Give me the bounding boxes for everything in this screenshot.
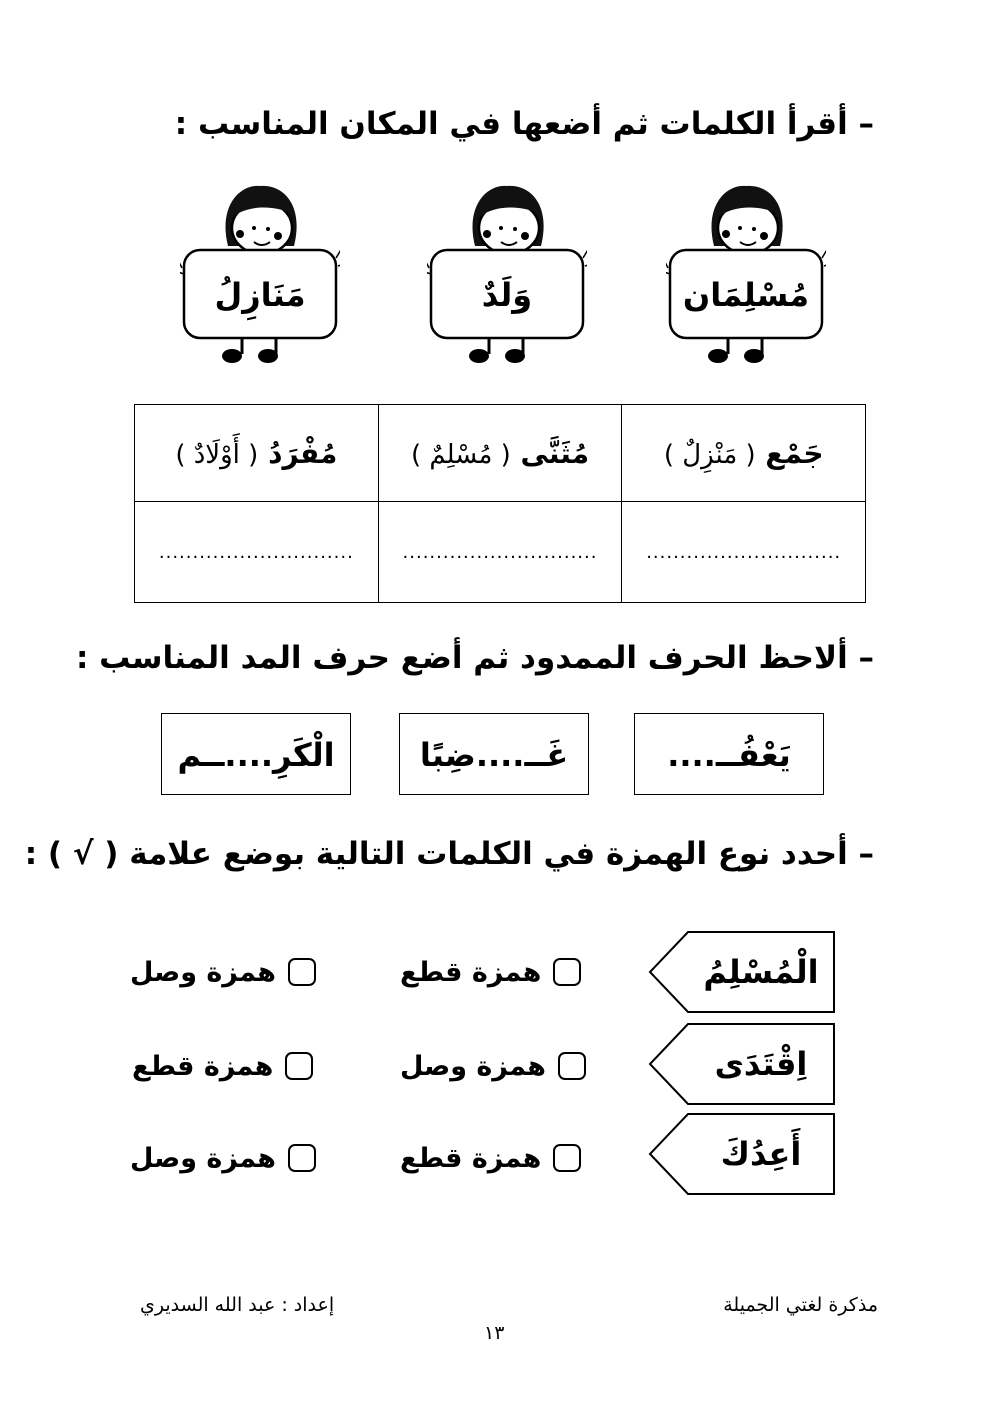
madd-word-box[interactable]: غَــ....ضِبًا	[399, 713, 589, 795]
classification-table	[134, 404, 866, 603]
table-header-cell	[135, 405, 379, 502]
header-hint: ( أَوْلَادٌ )	[175, 439, 259, 470]
checkbox[interactable]	[553, 1144, 581, 1172]
table-header-cell	[622, 405, 866, 502]
answer-blank[interactable]: .............................	[378, 502, 622, 603]
header-label: جَمْع	[765, 436, 824, 470]
header-hint: ( مَنْزِلٌ )	[663, 439, 756, 470]
option-hamza[interactable]	[400, 952, 581, 992]
option-hamza[interactable]	[400, 1138, 581, 1178]
hamza-word: أَعِدُكَ	[720, 1135, 802, 1173]
option-hamza[interactable]	[130, 952, 316, 992]
answer-blank[interactable]: .............................	[135, 502, 379, 603]
checkbox[interactable]	[553, 958, 581, 986]
word-card	[666, 176, 826, 366]
section1-heading: – أقرأ الكلمات ثم أضعها في المكان المناسب :	[174, 106, 874, 142]
card-word: مُسْلِمَان	[682, 276, 810, 314]
header-label: مُفْرَدُ	[268, 436, 338, 470]
page-number: ١٣	[484, 1322, 505, 1344]
footer-booklet-title: مذكرة لغتي الجميلة	[723, 1294, 878, 1316]
hamza-word-tag	[648, 1112, 836, 1196]
table-header-row	[135, 405, 866, 502]
card-word: مَنَازِلُ	[214, 276, 306, 314]
hamza-word-tag	[648, 1022, 836, 1106]
madd-word-box[interactable]: الْكَرِ....ــم	[161, 713, 351, 795]
checkbox[interactable]	[558, 1052, 586, 1080]
table-header-cell	[378, 405, 622, 502]
option-label: همزة قطع	[400, 956, 542, 988]
option-label: همزة قطع	[400, 1142, 542, 1174]
card-word: وَلَدٌ	[481, 276, 533, 314]
option-label: همزة وصل	[130, 956, 276, 988]
option-hamza[interactable]	[132, 1046, 313, 1086]
kid-illustration-icon	[427, 176, 587, 366]
table-answer-row	[135, 502, 866, 603]
option-label: همزة وصل	[400, 1050, 546, 1082]
checkbox[interactable]	[288, 1144, 316, 1172]
header-label: مُثَنَّى	[520, 436, 590, 470]
section3-heading: – أحدد نوع الهمزة في الكلمات التالية بوضع علامة ( √ ) :	[24, 836, 874, 872]
word-card	[427, 176, 587, 366]
header-hint: ( مُسْلِمٌ )	[410, 439, 511, 470]
section2-heading: – ألاحظ الحرف الممدود ثم أضع حرف المد المناسب :	[75, 640, 874, 676]
option-label: همزة قطع	[132, 1050, 274, 1082]
option-hamza[interactable]	[130, 1138, 316, 1178]
footer-author: إعداد : عبد الله السديري	[140, 1294, 335, 1316]
hamza-word-tag	[648, 930, 836, 1014]
option-hamza[interactable]	[400, 1046, 586, 1086]
option-label: همزة وصل	[130, 1142, 276, 1174]
answer-blank[interactable]: .............................	[622, 502, 866, 603]
kid-illustration-icon	[180, 176, 340, 366]
hamza-word: الْمُسْلِمُ	[703, 953, 819, 991]
madd-word-box[interactable]: يَعْفُــ....	[634, 713, 824, 795]
checkbox[interactable]	[288, 958, 316, 986]
word-card	[180, 176, 340, 366]
hamza-word: اِقْتَدَى	[714, 1045, 808, 1083]
kid-illustration-icon	[666, 176, 826, 366]
checkbox[interactable]	[285, 1052, 313, 1080]
